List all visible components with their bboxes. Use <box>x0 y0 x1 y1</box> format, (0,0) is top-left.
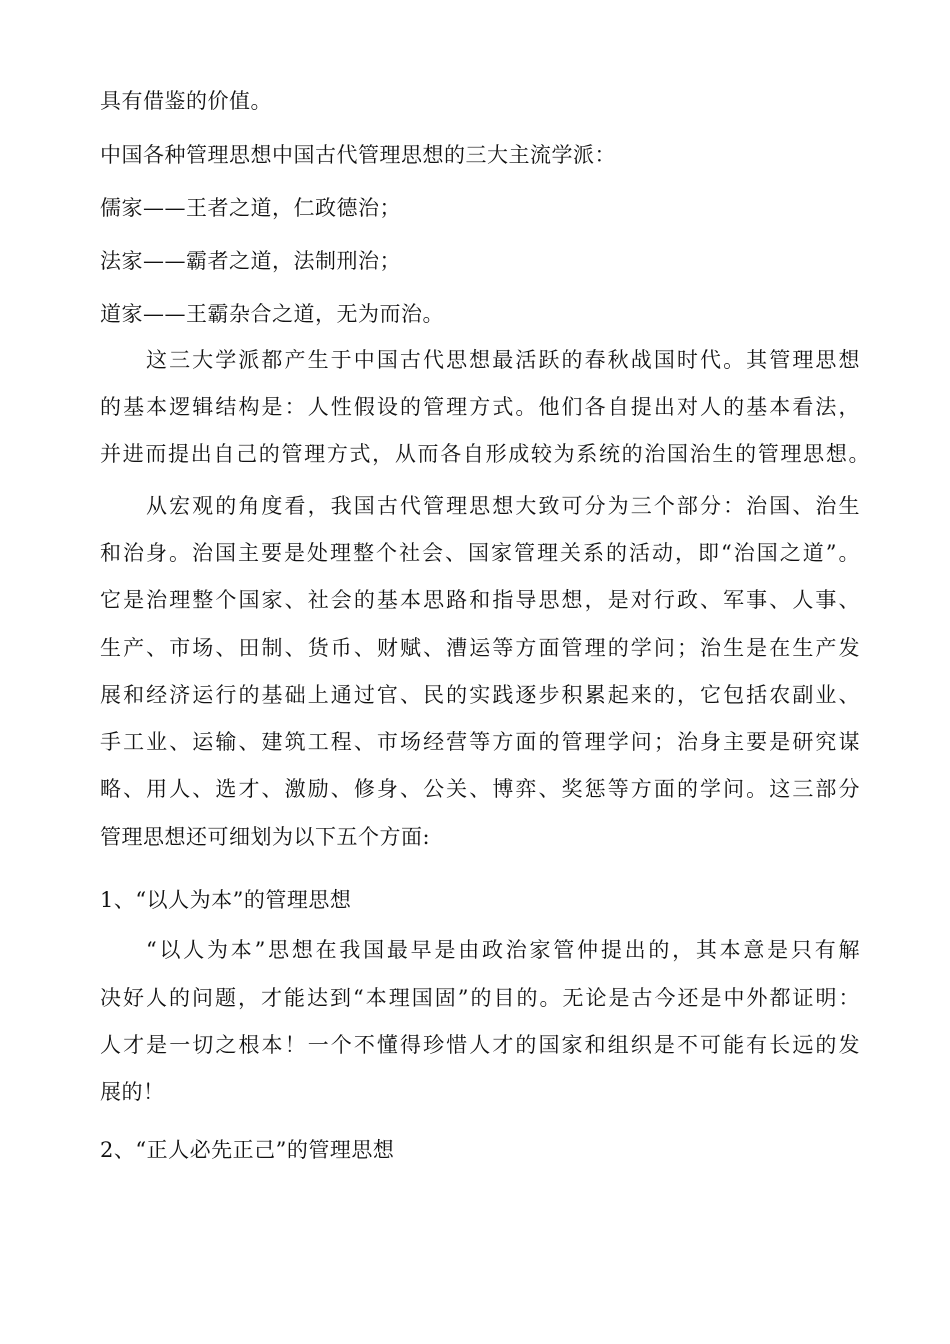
paragraph-2-line-4: 生产、市场、田制、货币、财赋、漕运等方面管理的学问；治生是在生产发 <box>100 636 860 660</box>
paragraph-2-line-6: 手工业、运输、建筑工程、市场经营等方面的管理学问；治身主要是研究谋 <box>100 730 860 754</box>
paragraph-1-line-1: 这三大学派都产生于中国古代思想最活跃的春秋战国时代。其管理思想 <box>146 348 860 372</box>
paragraph-3-line-4: 展的！ <box>100 1080 165 1104</box>
paragraph-3-line-3: 人才是一切之根本！一个不懂得珍惜人才的国家和组织是不可能有长远的发 <box>100 1033 860 1057</box>
paragraph-2-line-2: 和治身。治国主要是处理整个社会、国家管理关系的活动，即“治国之道”。 <box>100 541 860 565</box>
paragraph-3-line-1: “以人为本”思想在我国最早是由政治家管仲提出的，其本意是只有解 <box>146 938 860 962</box>
text-line-4: 法家——霸者之道，法制刑治； <box>100 249 401 273</box>
paragraph-2-line-5: 展和经济运行的基础上通过官、民的实践逐步积累起来的，它包括农副业、 <box>100 683 860 707</box>
text-line-3: 儒家——王者之道，仁政德治； <box>100 196 401 220</box>
paragraph-2-line-1: 从宏观的角度看，我国古代管理思想大致可分为三个部分：治国、治生 <box>146 494 860 518</box>
section-heading-1: 1、“以人为本”的管理思想 <box>100 888 352 912</box>
text-line-1: 具有借鉴的价值。 <box>100 89 272 113</box>
paragraph-2-line-8: 管理思想还可细划为以下五个方面: <box>100 825 431 849</box>
paragraph-1-line-2: 的基本逻辑结构是：人性假设的管理方式。他们各自提出对人的基本看法， <box>100 395 860 419</box>
paragraph-1-line-3: 并进而提出自己的管理方式，从而各自形成较为系统的治国治生的管理思想。 <box>100 442 870 466</box>
section-heading-2: 2、“正人必先正己”的管理思想 <box>100 1138 395 1162</box>
paragraph-3-line-2: 决好人的问题，才能达到“本理国固”的目的。无论是古今还是中外都证明： <box>100 986 860 1010</box>
text-line-5: 道家——王霸杂合之道，无为而治。 <box>100 302 444 326</box>
paragraph-2-line-3: 它是治理整个国家、社会的基本思路和指导思想，是对行政、军事、人事、 <box>100 588 860 612</box>
paragraph-2-line-7: 略、用人、选才、激励、修身、公关、博弈、奖惩等方面的学问。这三部分 <box>100 777 860 801</box>
text-line-2: 中国各种管理思想中国古代管理思想的三大主流学派： <box>100 143 616 167</box>
